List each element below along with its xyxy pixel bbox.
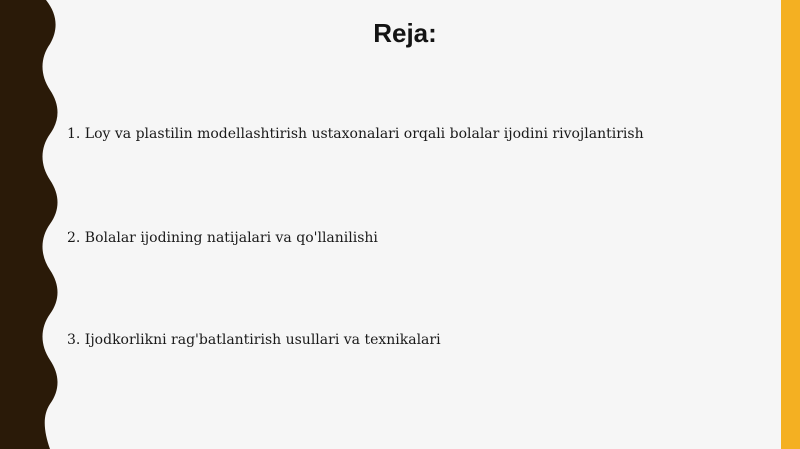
slide-title: Reja:: [373, 18, 437, 48]
right-accent-bar: [781, 0, 800, 449]
plan-item-2: 2. Bolalar ijodining natijalari va qo'llanilishi: [67, 230, 378, 246]
wavy-left-border: [0, 0, 80, 449]
plan-item-1: 1. Loy va plastilin modellashtirish ustaxonalari orqali bolalar ijodini rivojlantirish: [67, 126, 644, 142]
plan-item-3: 3. Ijodkorlikni rag'batlantirish usullari va texnikalari: [67, 332, 441, 348]
